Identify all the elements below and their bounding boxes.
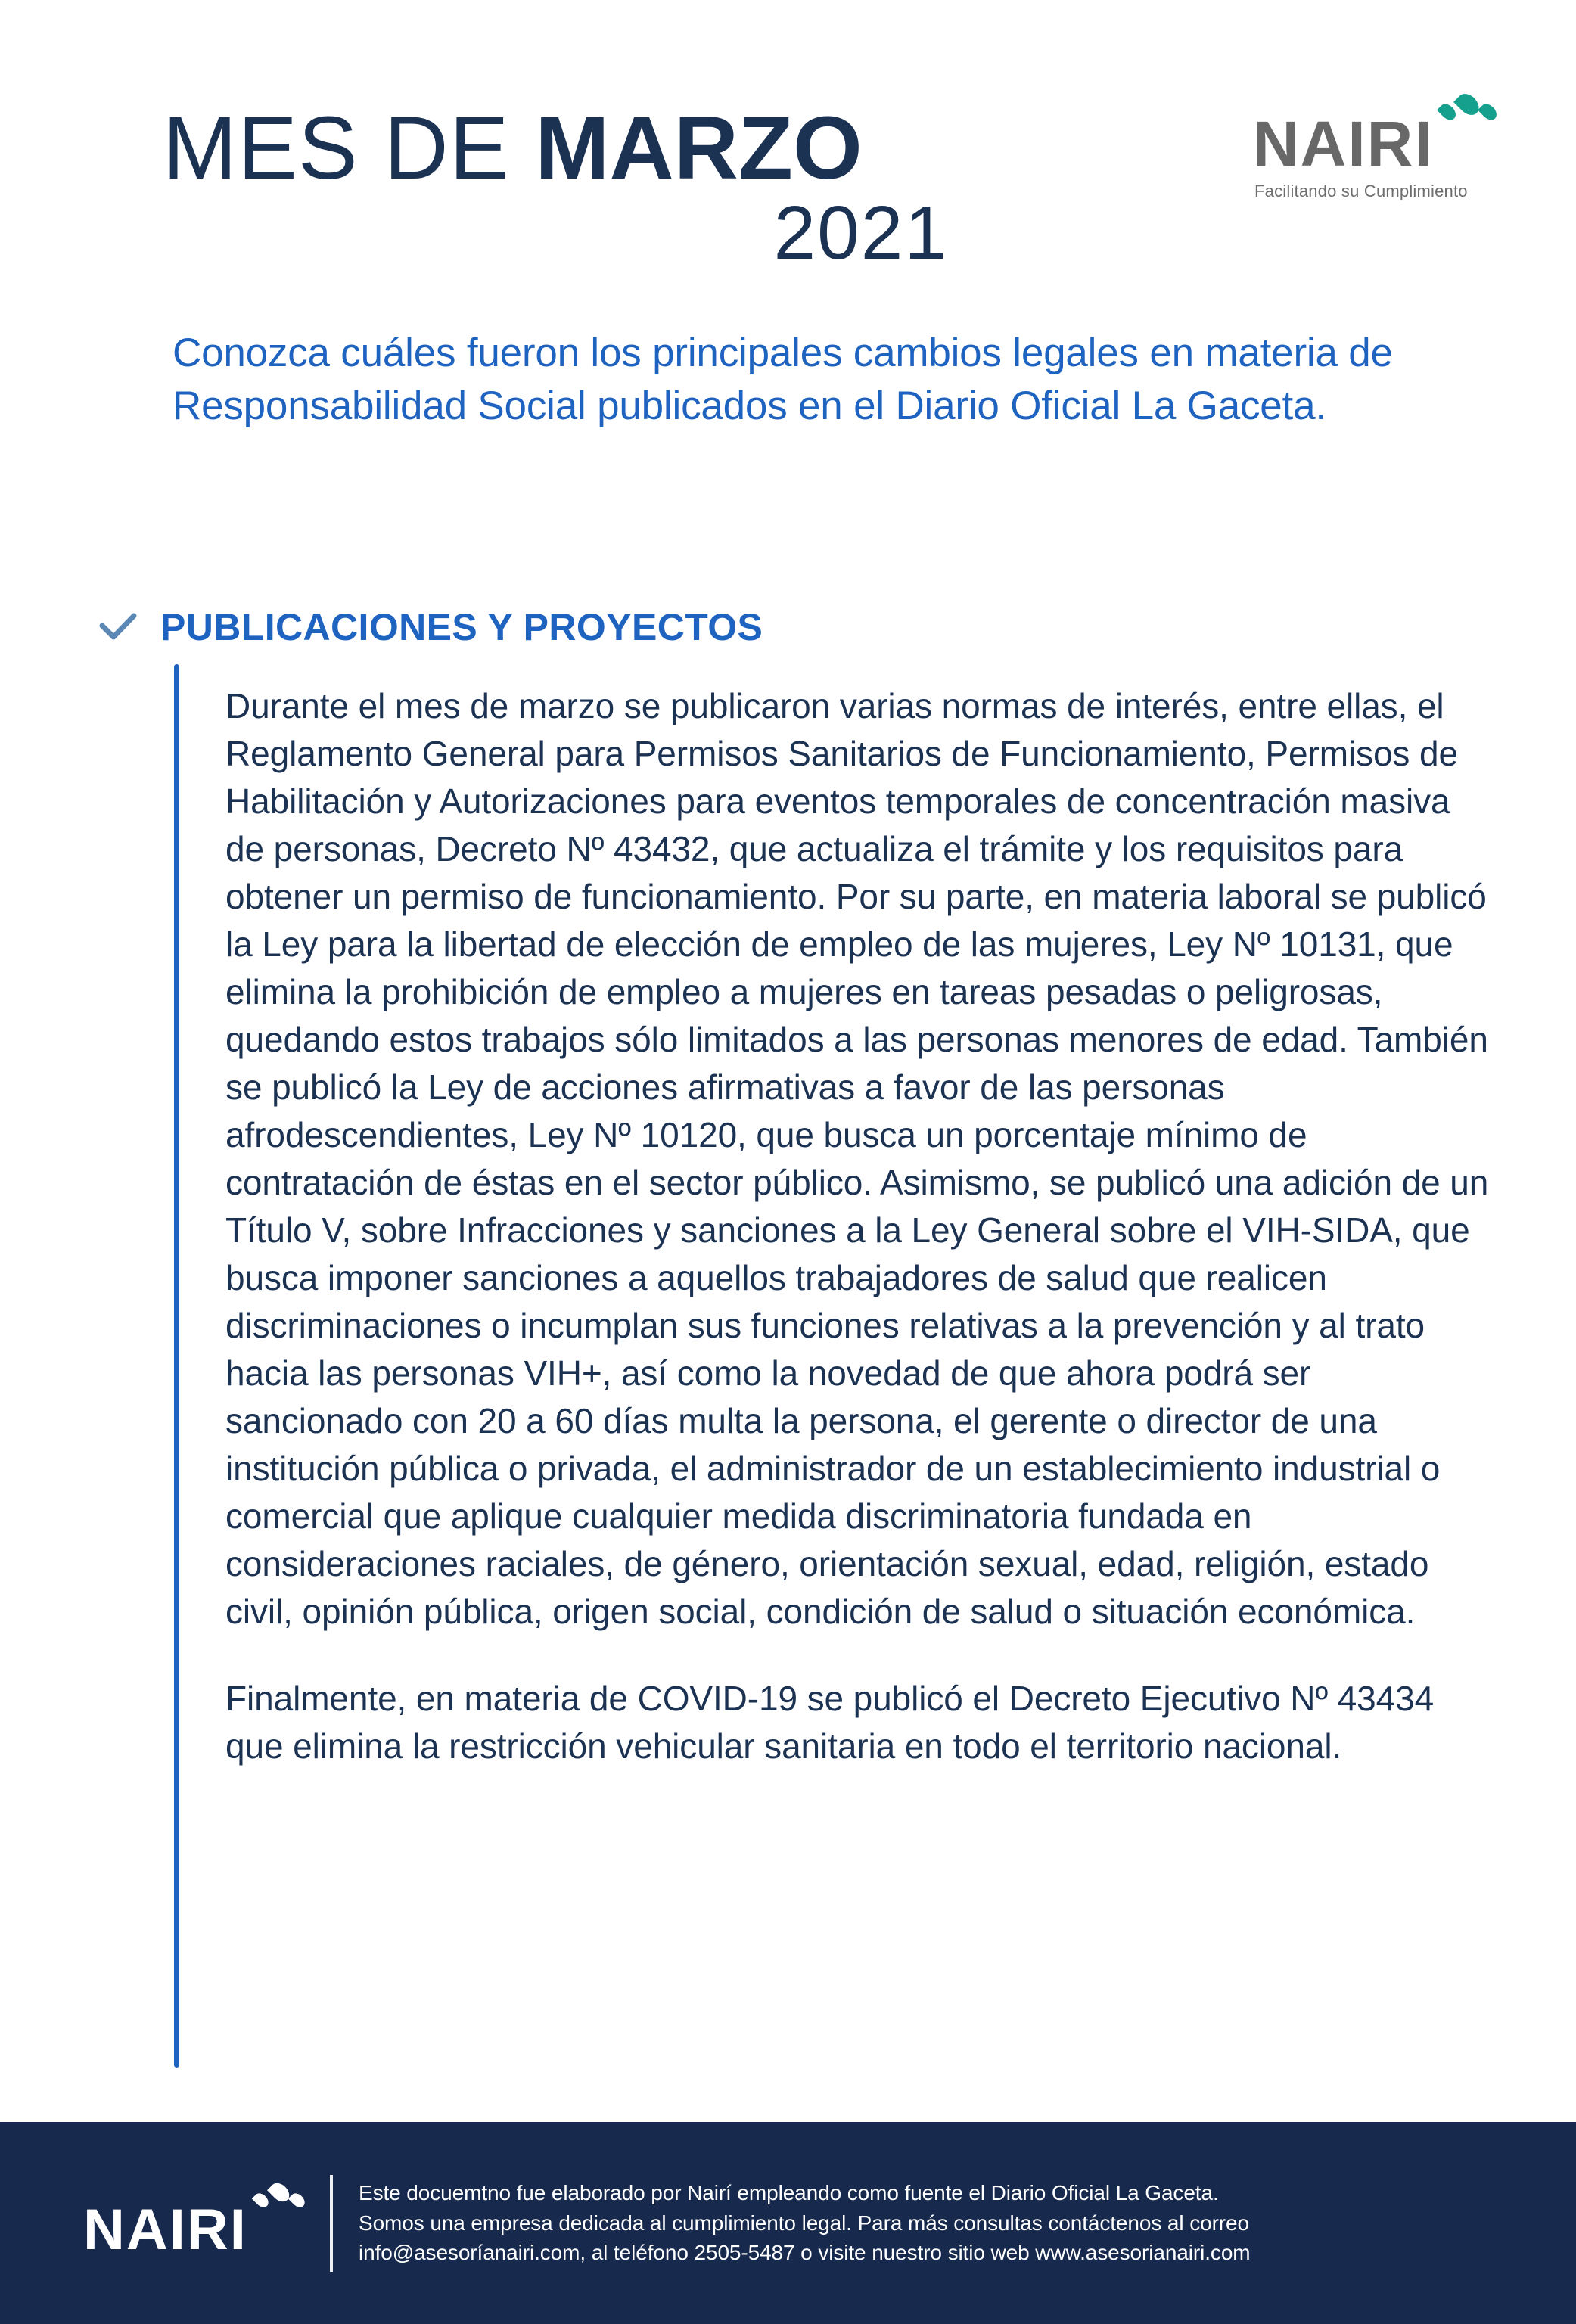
logo-wordmark: NAIRI xyxy=(1253,108,1434,179)
section-body xyxy=(225,682,1497,1770)
logo-tagline: Facilitando su Cumplimiento xyxy=(1254,182,1468,200)
title-month: MARZO xyxy=(535,98,863,198)
brand-logo-footer xyxy=(83,2174,310,2273)
water-drop-icon-left xyxy=(252,2190,271,2209)
footer-divider xyxy=(330,2175,333,2272)
footer-disclaimer xyxy=(359,2178,1251,2268)
title-prefix: MES DE xyxy=(163,98,536,198)
footer-line-3: info@asesoríanairi.com, al teléfono 2505-5487 o visite nuestro sitio web www.asesorianairi.com xyxy=(359,2241,1251,2265)
section-heading xyxy=(97,605,763,649)
document-header xyxy=(0,0,1576,530)
body-paragraph: Durante el mes de marzo se publicaron varias normas de interés, entre ellas, el Reglamento General para Permisos Sanitarios de Funcionamiento, Permisos de Habilitación y Autorizaciones para eventos temporales de concentración masiva de personas, Decreto Nº 43432, que actualiza el trámite y los requisitos para obtener un permiso de funcionamiento. Por su parte, en materia laboral se publicó la Ley para la libertad de elección de empleo de las mujeres, Ley Nº 10131, que elimina la prohibición de empleo a mujeres en tareas pesadas o peligrosas, quedando estos trabajos sólo limitados a las personas menores de edad. También se publicó la Ley de acciones afirmativas a favor de las personas afrodescendientes, Ley Nº 10120, que busca un porcentaje mínimo de contratación de éstas en el sector público. Asimismo, se publicó una adición de un Título V, sobre Infracciones y sanciones a la Ley General sobre el VIH-SIDA, que busca imponer sanciones a aquellos trabajadores de salud que realicen discriminaciones o incumplan sus funciones relativas a la prevención y al trato hacia las personas VIH+, así como la novedad de que ahora podrá ser sancionado con 20 a 60 días multa la persona, el gerente o director de una institución pública o privada, el administrador de un establecimiento industrial o comercial que aplique cualquier medida discriminatoria fundada en consideraciones raciales, de género, orientación sexual, edad, religión, estado civil, opinión pública, origen social, condición de salud o situación económica. xyxy=(225,686,1489,1632)
brand-logo-header xyxy=(1247,89,1504,218)
title-year: 2021 xyxy=(773,191,948,276)
document-footer xyxy=(0,2122,1576,2324)
footer-content xyxy=(83,2122,1576,2324)
section-accent-rule xyxy=(174,664,179,2068)
section-title: PUBLICACIONES Y PROYECTOS xyxy=(160,606,763,648)
water-drop-icon-middle xyxy=(1453,90,1483,120)
water-drops-icon-footer xyxy=(256,2180,324,2218)
title-main-line xyxy=(163,98,1033,198)
water-drop-icon-right xyxy=(288,2190,307,2209)
page-subtitle: Conozca cuáles fueron los principales cambios legales en materia de Responsabilidad Social publicados en el Diario Oficial La Gaceta. xyxy=(173,331,1393,428)
footer-line-2: Somos una empresa dedicada al cumplimiento legal. Para más consultas contáctenos al correo xyxy=(359,2211,1249,2235)
page-title xyxy=(163,98,1033,276)
logo-wordmark-footer: NAIRI xyxy=(83,2197,247,2262)
body-paragraph: Finalmente, en materia de COVID-19 se publicó el Decreto Ejecutivo Nº 43434 que elimina la restricción vehicular sanitaria en todo el territorio nacional. xyxy=(225,1679,1435,1766)
water-drop-icon-right xyxy=(1478,101,1500,123)
water-drops-icon xyxy=(1440,89,1515,133)
water-drop-icon-middle xyxy=(267,2180,293,2205)
check-icon xyxy=(97,606,139,648)
footer-line-1: Este docuemtno fue elaborado por Nairí empleando como fuente el Diario Oficial La Gaceta. xyxy=(359,2180,1219,2204)
